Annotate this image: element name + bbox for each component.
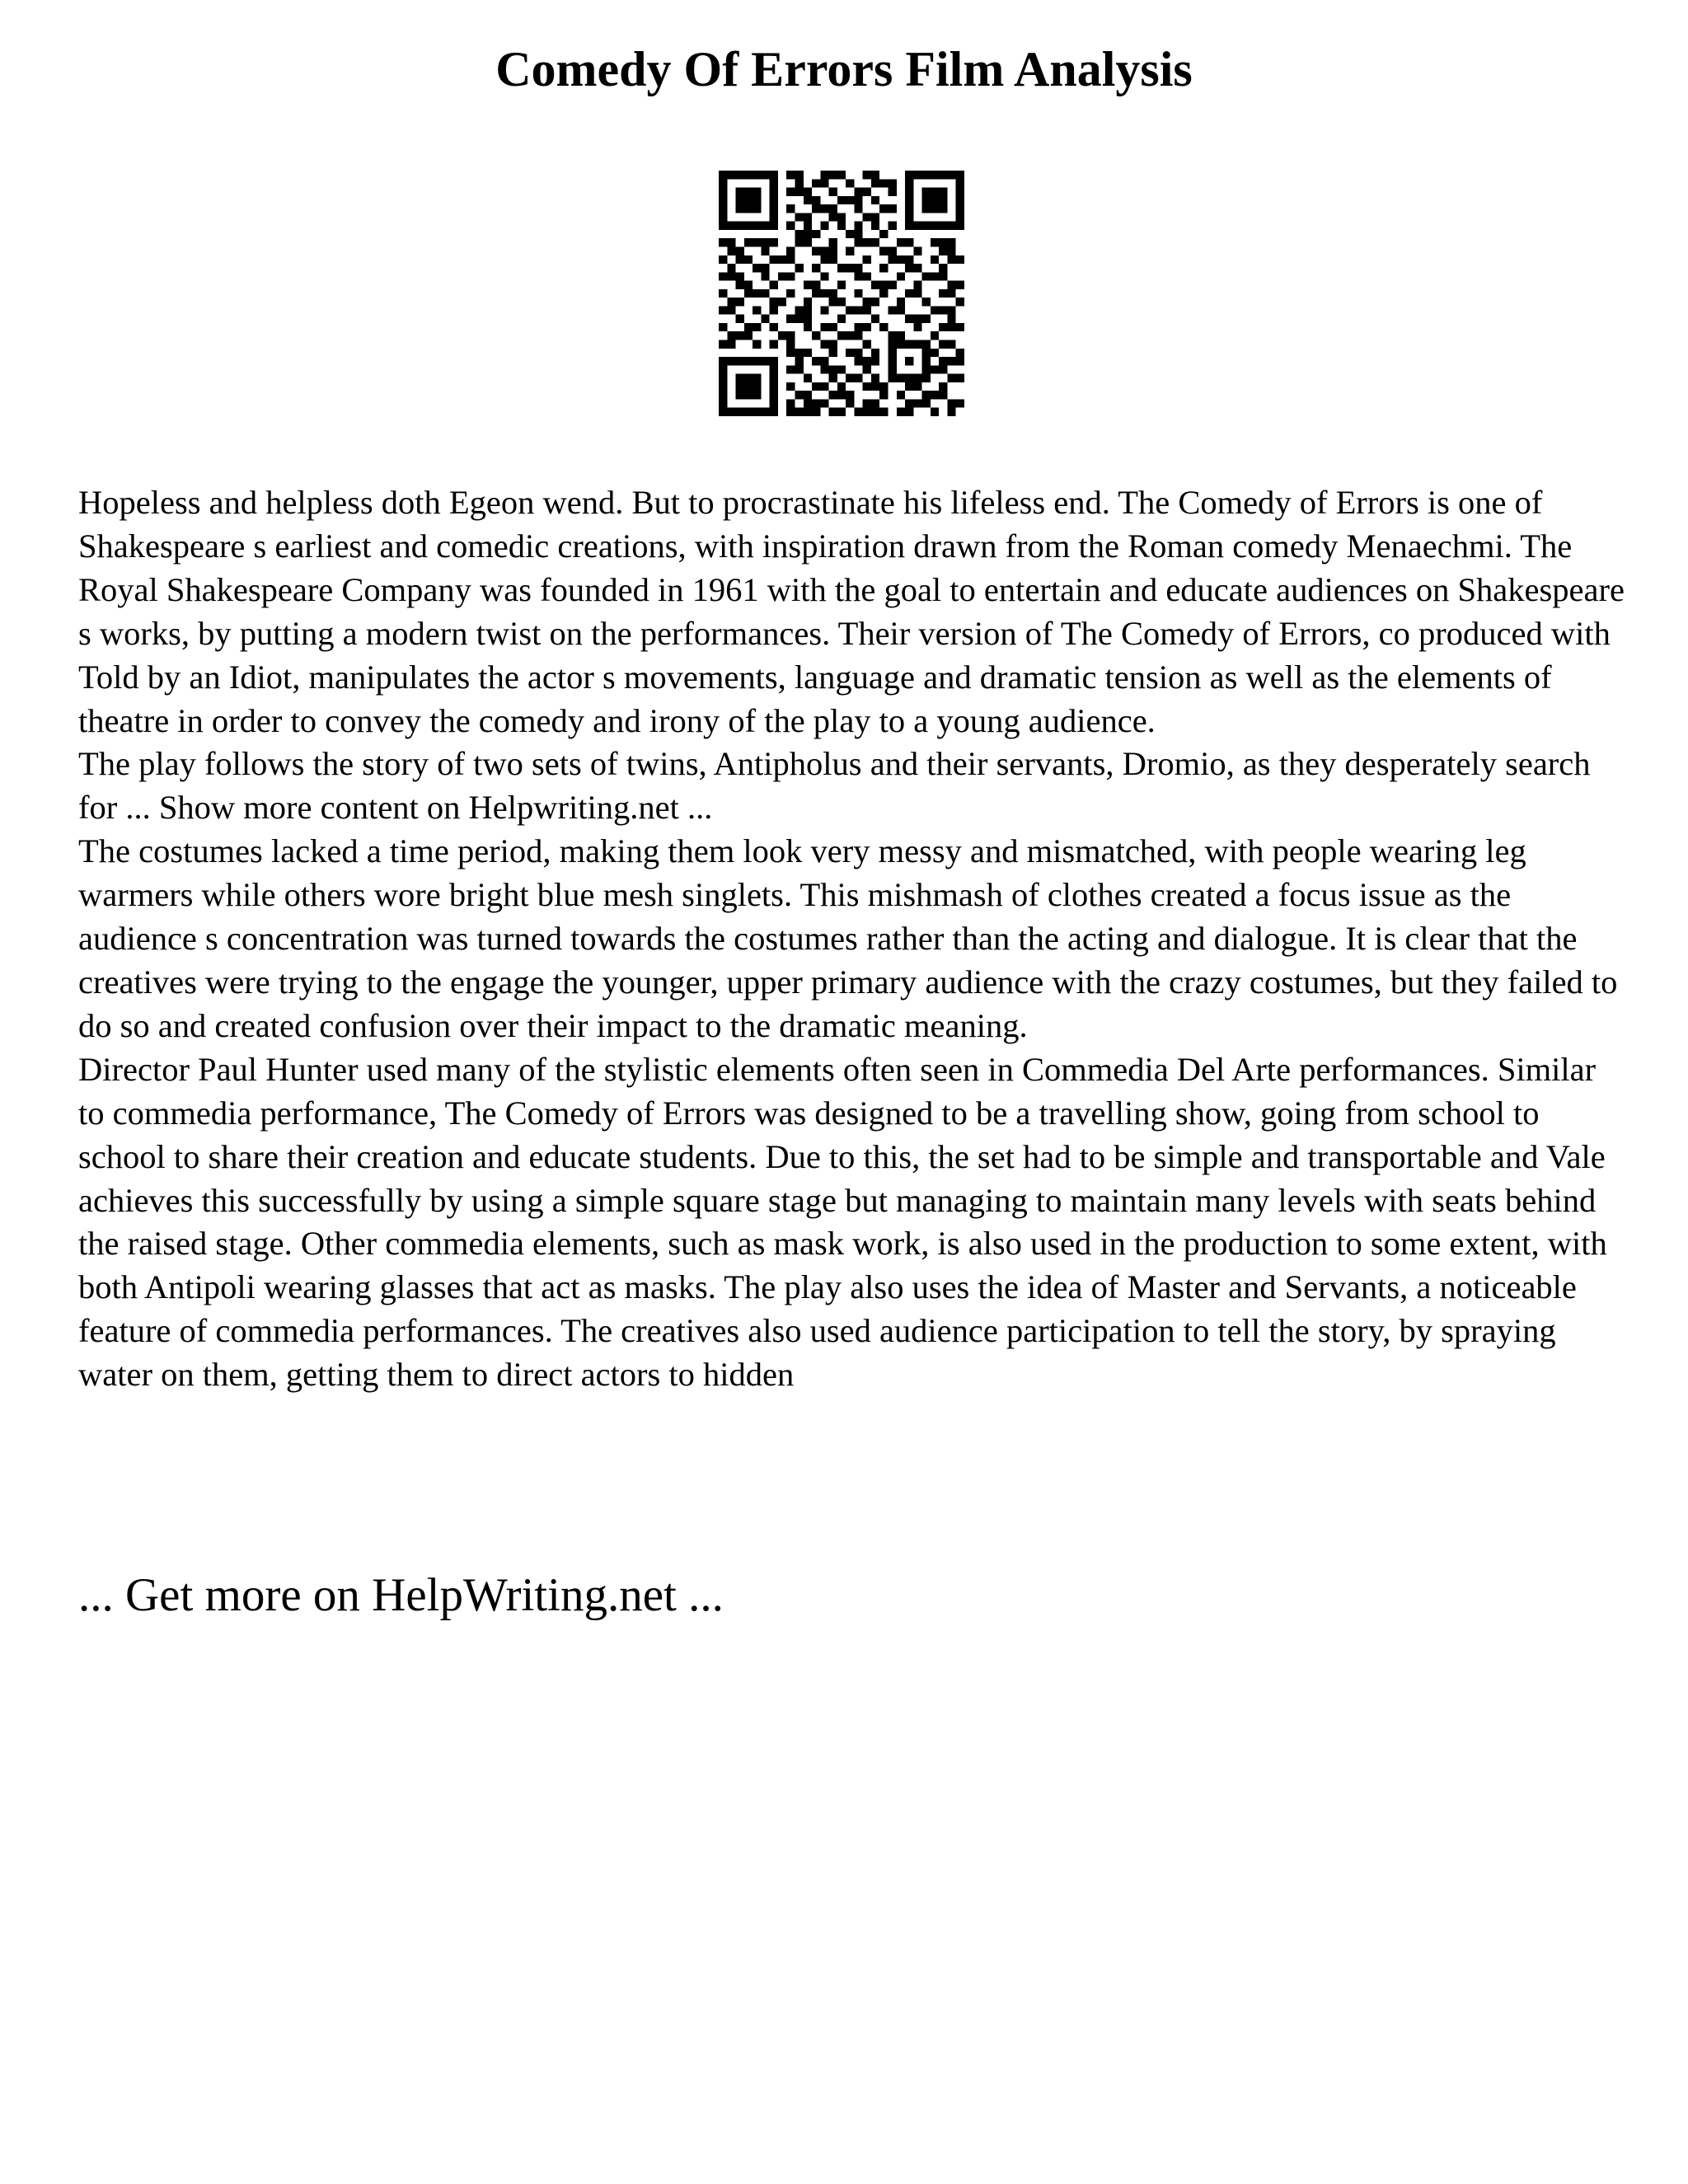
- paragraph-story: The play follows the story of two sets of twins, Antipholus and their servants, Dromio, as they desperately search for ... Show more content on Helpwriting.net ...: [78, 745, 1591, 827]
- paragraph-costumes: The costumes lacked a time period, making them look very messy and mismatched, with people wearing leg warmers while others wore bright blue mesh singlets. This mishmash of clothes created a focus issue as the audience s concentration was turned towards the costumes rather than the acting and dialogue. It is clear that the creatives were trying to the engage the younger, upper primary audience with the crazy costumes, but they failed to do so and created confusion over their impact to the dramatic meaning.: [78, 832, 1618, 1044]
- paragraph-director: Director Paul Hunter used many of the stylistic elements often seen in Commedia Del Arte performances. Similar to commedia performance, The Comedy of Errors was designed to be a travelling show, going from school to school to share their creation and educate students. Due to this, the set had to be simple and transportable and Vale achieves this successfully by using a simple square stage but managing to maintain many levels with seats behind the raised stage. Other commedia elements, such as mask work, is also used in the production to some extent, with both Antipoli wearing glasses that act as masks. The play also uses the idea of Master and Servants, a noticeable feature of commedia performances. The creatives also used audience participation to tell the story, by spraying water on them, getting them to direct actors to hidden: [78, 1050, 1607, 1394]
- page-title: Comedy Of Errors Film Analysis: [495, 42, 1193, 96]
- article-body: [78, 481, 1628, 1397]
- get-more-link[interactable]: ... Get more on HelpWriting.net ...: [78, 1569, 724, 1621]
- paragraph-intro: Hopeless and helpless doth Egeon wend. But to procrastinate his lifeless end. The Comedy of Errors is one of Shakespeare s earliest and comedic creations, with inspiration drawn from the Roman comedy Menaechmi. The Royal Shakespeare Company was founded in 1961 with the goal to entertain and educate audiences on Shakespeare s works, by putting a modern twist on the performances. Their version of The Comedy of Errors, co produced with Told by an Idiot, manipulates the actor s movements, language and dramatic tension as well as the elements of theatre in order to convey the comedy and irony of the play to a young audience.: [78, 484, 1625, 739]
- qr-code-icon: [719, 171, 964, 416]
